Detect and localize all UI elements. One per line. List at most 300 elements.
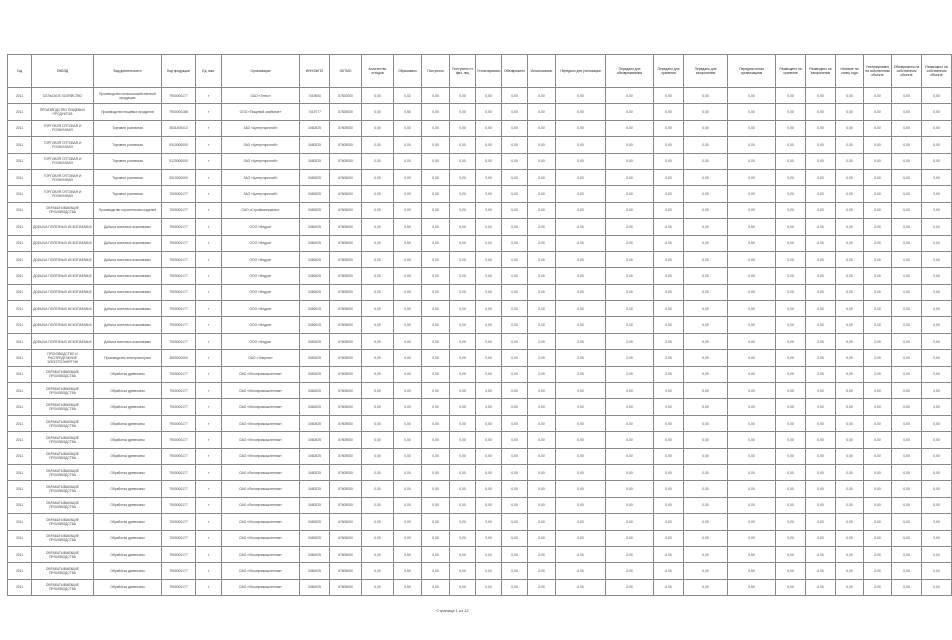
table-cell: 0,00 [476, 268, 502, 284]
table-cell: 0,00 [528, 235, 556, 251]
table-cell: 0,00 [806, 268, 836, 284]
column-header: Поступило [422, 55, 450, 88]
table-row [8, 448, 952, 464]
table-cell: 0,00 [864, 317, 892, 333]
table-cell: 2011 [8, 88, 32, 104]
table-cell: 0,00 [556, 235, 606, 251]
table-cell: т [196, 366, 222, 382]
table-cell: 2011 [8, 169, 32, 185]
table-cell: ДОБЫЧА ПОЛЕЗНЫХ ИСКОПАЕМЫХ [32, 235, 94, 251]
table-cell: 0,00 [864, 137, 892, 153]
table-cell: 3460025 [300, 497, 330, 513]
table-cell: 0,00 [476, 153, 502, 169]
table-cell: 0,50 [394, 104, 422, 120]
table-cell: 2011 [8, 268, 32, 284]
table-cell: 0,00 [728, 415, 776, 431]
table-cell: 0,00 [892, 530, 922, 546]
table-cell: 0,00 [922, 432, 952, 448]
table-cell: ОБРАБАТЫВАЮЩИЕ ПРОИЗВОДСТВА [32, 415, 94, 431]
table-cell: 0,00 [776, 481, 806, 497]
table-row [8, 432, 952, 448]
table-cell: ОБРАБАТЫВАЮЩИЕ ПРОИЗВОДСТВА [32, 448, 94, 464]
table-cell: 2011 [8, 563, 32, 579]
table-cell: 0,00 [776, 301, 806, 317]
table-cell: 0,00 [654, 432, 684, 448]
table-cell: т [196, 268, 222, 284]
table-cell: 0,00 [654, 448, 684, 464]
table-cell: ОАО «Лесопромышленник» [222, 497, 300, 513]
table-cell: 0,00 [362, 481, 394, 497]
table-cell: ОБРАБАТЫВАЮЩИЕ ПРОИЗВОДСТВА [32, 563, 94, 579]
table-cell: 0,00 [728, 169, 776, 185]
table-cell: 0,00 [422, 120, 450, 136]
table-cell: 0,00 [476, 284, 502, 300]
table-cell: 0,00 [836, 202, 864, 218]
table-cell: 0,00 [806, 366, 836, 382]
table-cell: ЗАО «Центрторгснаб» [222, 169, 300, 185]
table-cell: 0,00 [362, 284, 394, 300]
table-cell: 0,00 [776, 104, 806, 120]
table-cell: 0,00 [864, 546, 892, 562]
table-cell: 0,00 [476, 317, 502, 333]
table-cell: 0,00 [394, 219, 422, 235]
table-cell: 57605000 [330, 514, 362, 530]
table-cell: 0,00 [606, 514, 654, 530]
table-cell: 0,00 [684, 530, 728, 546]
table-cell: 0,00 [922, 481, 952, 497]
table-cell: 3460025 [300, 415, 330, 431]
table-cell: 0,00 [922, 497, 952, 513]
table-cell: 0,00 [728, 251, 776, 267]
table-cell: 0,00 [922, 268, 952, 284]
table-cell: 0,00 [684, 235, 728, 251]
table-cell: 0,00 [476, 514, 502, 530]
table-cell: 0,00 [362, 301, 394, 317]
table-cell: 0,00 [776, 333, 806, 349]
table-cell: ЗАО «Центрторгснаб» [222, 120, 300, 136]
table-cell: 0,00 [476, 219, 502, 235]
table-cell: 3460025 [300, 514, 330, 530]
table-cell: 0,00 [528, 497, 556, 513]
table-cell: ДОБЫЧА ПОЛЕЗНЫХ ИСКОПАЕМЫХ [32, 268, 94, 284]
table-cell: 3460025 [300, 399, 330, 415]
table-cell: 0,00 [806, 563, 836, 579]
table-cell: 2011 [8, 514, 32, 530]
table-cell: 2011 [8, 350, 32, 366]
table-cell: 0,00 [394, 366, 422, 382]
table-cell: 0,00 [864, 497, 892, 513]
column-header: Передано для хранения [654, 55, 684, 88]
table-cell: 0,00 [922, 415, 952, 431]
table-cell: 3460025 [300, 251, 330, 267]
table-cell: 0,00 [556, 448, 606, 464]
table-row [8, 284, 952, 300]
table-cell: 0,00 [728, 366, 776, 382]
table-cell: 0,00 [556, 350, 606, 366]
table-cell: т [196, 415, 222, 431]
table-cell: 0,00 [362, 268, 394, 284]
table-cell: 0,00 [922, 317, 952, 333]
table-cell: 0,00 [502, 514, 528, 530]
table-cell: 0,00 [502, 366, 528, 382]
table-cell: 0,00 [922, 464, 952, 480]
table-cell: 0,00 [606, 350, 654, 366]
table-cell: 0,00 [362, 514, 394, 530]
table-cell: 57605000 [330, 579, 362, 595]
table-cell: 0,00 [776, 432, 806, 448]
table-cell: 0,00 [606, 186, 654, 202]
table-cell: 0,00 [684, 137, 728, 153]
table-cell: 7900000177 [162, 383, 196, 399]
table-cell: 0,00 [556, 153, 606, 169]
table-cell: Обработка древесины [94, 579, 162, 595]
table-cell: 0,00 [422, 333, 450, 349]
table-cell: 0,00 [684, 251, 728, 267]
table-cell: 0,00 [684, 579, 728, 595]
table-cell: 0,00 [528, 120, 556, 136]
table-cell: 0,00 [864, 399, 892, 415]
table-cell: 0,00 [422, 104, 450, 120]
table-cell: 57605000 [330, 202, 362, 218]
table-cell: 0,00 [728, 497, 776, 513]
table-cell: 0,00 [502, 481, 528, 497]
table-cell: 0,00 [606, 169, 654, 185]
table-cell: 0,00 [776, 350, 806, 366]
table-cell: 0,00 [864, 104, 892, 120]
table-cell: 0,00 [922, 120, 952, 136]
column-header: Организация [222, 55, 300, 88]
table-cell: 0,00 [450, 514, 476, 530]
table-cell: 0,00 [606, 153, 654, 169]
table-cell: 0,00 [394, 317, 422, 333]
table-cell: Обработка древесины [94, 366, 162, 382]
table-cell: 0,00 [654, 497, 684, 513]
table-cell: 0,00 [836, 366, 864, 382]
table-cell: 0,00 [362, 432, 394, 448]
table-cell: Обработка древесины [94, 464, 162, 480]
table-cell: 0,00 [776, 251, 806, 267]
table-cell: 0,00 [502, 202, 528, 218]
table-cell: 0,00 [362, 219, 394, 235]
table-cell: 0,00 [836, 317, 864, 333]
table-cell: 0,00 [528, 448, 556, 464]
table-cell: 0,00 [606, 268, 654, 284]
table-cell: 0,00 [362, 235, 394, 251]
table-cell: ДОБЫЧА ПОЛЕЗНЫХ ИСКОПАЕМЫХ [32, 301, 94, 317]
table-cell: 0,00 [776, 219, 806, 235]
table-cell: 57605000 [330, 153, 362, 169]
table-cell: 0,00 [806, 137, 836, 153]
table-cell: 0,00 [606, 88, 654, 104]
table-row [8, 104, 952, 120]
table-cell: 0,00 [892, 497, 922, 513]
table-cell: 0,00 [684, 464, 728, 480]
table-cell: 0,00 [922, 333, 952, 349]
table-cell: 0,00 [684, 219, 728, 235]
table-cell: 2011 [8, 153, 32, 169]
table-cell: ОАО «Лесопромышленник» [222, 481, 300, 497]
table-cell: 7900000177 [162, 399, 196, 415]
table-cell: 0,00 [684, 497, 728, 513]
table-cell: ОАО «Тетис» [222, 88, 300, 104]
table-cell: 0,00 [362, 546, 394, 562]
table-cell: т [196, 219, 222, 235]
table-cell: 0,00 [728, 301, 776, 317]
table-cell: 0,00 [556, 464, 606, 480]
table-cell: 0,00 [776, 514, 806, 530]
table-cell: 0,00 [654, 219, 684, 235]
table-cell: 3460025 [300, 137, 330, 153]
table-cell: 0,00 [922, 284, 952, 300]
column-header: Размещено на захоронение [806, 55, 836, 88]
table-cell: 0,00 [684, 104, 728, 120]
table-cell: 0,00 [502, 448, 528, 464]
table-cell: 2011 [8, 481, 32, 497]
table-cell: 0,00 [556, 284, 606, 300]
table-cell: 0,00 [528, 399, 556, 415]
table-cell: 0,00 [422, 366, 450, 382]
table-cell: 0,00 [476, 120, 502, 136]
table-cell: 0,00 [728, 546, 776, 562]
table-cell: Обработка древесины [94, 448, 162, 464]
table-cell: 9310000000 [162, 169, 196, 185]
table-cell: 0,00 [684, 432, 728, 448]
table-cell: 0,00 [892, 219, 922, 235]
table-cell: 0,00 [728, 399, 776, 415]
table-cell: 0,00 [528, 350, 556, 366]
table-cell: Добыча полезных ископаемых [94, 317, 162, 333]
table-cell: 7900000177 [162, 546, 196, 562]
table-cell: т [196, 251, 222, 267]
table-cell: 2011 [8, 448, 32, 464]
table-cell: 0,00 [922, 186, 952, 202]
table-cell: 0,00 [362, 448, 394, 464]
table-cell: 0,00 [606, 497, 654, 513]
table-cell: 0,00 [836, 546, 864, 562]
table-cell: 0,00 [422, 219, 450, 235]
table-row [8, 186, 952, 202]
table-cell: 7419000 [300, 88, 330, 104]
table-cell: т [196, 317, 222, 333]
table-cell: 0,00 [362, 169, 394, 185]
table-cell: т [196, 235, 222, 251]
table-row [8, 301, 952, 317]
table-row [8, 251, 952, 267]
table-cell: 0,00 [776, 366, 806, 382]
table-cell: 0,00 [892, 432, 922, 448]
table-cell: 0,00 [892, 251, 922, 267]
table-cell: т [196, 546, 222, 562]
table-cell: 0,00 [654, 186, 684, 202]
table-cell: 0,00 [836, 137, 864, 153]
table-cell: 0,00 [422, 497, 450, 513]
table-cell: 7900000177 [162, 432, 196, 448]
table-cell: 0,00 [528, 579, 556, 595]
table-cell: 0,00 [394, 153, 422, 169]
table-cell: 0,00 [422, 153, 450, 169]
table-cell: 2011 [8, 579, 32, 595]
table-cell: 0,00 [606, 366, 654, 382]
table-cell: 0,00 [836, 350, 864, 366]
table-cell: 0,00 [362, 464, 394, 480]
table-cell: 0,00 [556, 301, 606, 317]
column-header: Использовано [528, 55, 556, 88]
table-cell: 0,00 [892, 546, 922, 562]
table-cell: Производство сельскохозяйственной продукции [94, 88, 162, 104]
table-cell: 0,00 [450, 137, 476, 153]
table-cell: 3460025 [300, 202, 330, 218]
table-cell: 0,00 [654, 137, 684, 153]
table-cell: 0,00 [476, 333, 502, 349]
table-cell: 0,00 [394, 563, 422, 579]
table-cell: 0,00 [654, 153, 684, 169]
table-cell: 0,00 [476, 88, 502, 104]
table-cell: ОАО «Лесопромышленник» [222, 579, 300, 595]
table-cell: ОБРАБАТЫВАЮЩИЕ ПРОИЗВОДСТВА [32, 497, 94, 513]
table-cell: 0,00 [776, 563, 806, 579]
table-cell: 0,00 [922, 563, 952, 579]
table-cell: 0,00 [394, 137, 422, 153]
table-cell: 0,00 [836, 563, 864, 579]
table-cell: 0,00 [502, 399, 528, 415]
table-cell: 3460025 [300, 235, 330, 251]
table-cell: 0,00 [422, 464, 450, 480]
table-cell: 0,00 [394, 546, 422, 562]
table-cell: 0,00 [362, 186, 394, 202]
table-cell: 0,00 [654, 169, 684, 185]
table-cell: ОАО «Лесопромышленник» [222, 383, 300, 399]
table-cell: 2011 [8, 284, 32, 300]
table-cell: 0,00 [394, 514, 422, 530]
table-cell: 0,00 [450, 464, 476, 480]
table-cell: 0,00 [502, 350, 528, 366]
table-cell: 0,00 [654, 530, 684, 546]
table-cell: 0,00 [836, 383, 864, 399]
table-cell: ЗАО «Центрторгснаб» [222, 186, 300, 202]
table-cell: ОБРАБАТЫВАЮЩИЕ ПРОИЗВОДСТВА [32, 202, 94, 218]
table-cell: 0,00 [606, 415, 654, 431]
table-cell: 0,00 [806, 350, 836, 366]
table-cell: 0,00 [776, 169, 806, 185]
table-row [8, 399, 952, 415]
table-cell: т [196, 579, 222, 595]
table-cell: 7900000177 [162, 268, 196, 284]
table-cell: 0,00 [422, 350, 450, 366]
table-cell: Обработка древесины [94, 383, 162, 399]
table-cell: 0,00 [502, 432, 528, 448]
table-cell: 0,00 [606, 399, 654, 415]
table-cell: 0,00 [654, 333, 684, 349]
table-cell: 0,00 [836, 301, 864, 317]
table-cell: т [196, 104, 222, 120]
table-cell: 3460025 [300, 579, 330, 595]
table-cell: 57605000 [330, 497, 362, 513]
table-cell: 2011 [8, 301, 32, 317]
table-cell: 0,00 [606, 530, 654, 546]
table-cell: 2011 [8, 120, 32, 136]
table-cell: 7900000177 [162, 366, 196, 382]
column-header: Передано для утилизации [556, 55, 606, 88]
table-cell: 0,00 [864, 251, 892, 267]
table-cell: 0,00 [654, 88, 684, 104]
table-cell: 0,00 [606, 563, 654, 579]
table-cell: ПРОИЗВОДСТВО И РАСПРЕДЕЛЕНИЕ ЭЛЕКТРОЭНЕРГИИ [32, 350, 94, 366]
table-cell: 7900000188 [162, 104, 196, 120]
table-cell: 0,00 [556, 202, 606, 218]
table-cell: Производство электроэнергии [94, 350, 162, 366]
table-cell: 0,00 [476, 415, 502, 431]
table-cell: 0,00 [892, 268, 922, 284]
table-cell: 3460025 [300, 481, 330, 497]
table-cell: 0,00 [684, 301, 728, 317]
table-cell: 0,00 [654, 251, 684, 267]
table-cell: 0,00 [806, 333, 836, 349]
table-cell: 0,00 [476, 448, 502, 464]
table-cell: 0,00 [394, 268, 422, 284]
column-header: Код продукции [162, 55, 196, 88]
table-cell: 0,00 [776, 153, 806, 169]
table-row [8, 579, 952, 595]
table-cell: ОАО «Энергия» [222, 350, 300, 366]
table-cell: 7900000177 [162, 415, 196, 431]
table-cell: 0,00 [450, 169, 476, 185]
table-cell: 0,00 [864, 415, 892, 431]
table-cell: 0,00 [654, 563, 684, 579]
table-cell: 0,00 [654, 301, 684, 317]
column-header: Размещено на собственном объекте [922, 55, 952, 88]
table-cell: 0,00 [450, 350, 476, 366]
table-cell: 0,00 [528, 104, 556, 120]
table-cell: 0,00 [450, 268, 476, 284]
table-cell: 0,00 [476, 137, 502, 153]
table-cell: 0,00 [606, 120, 654, 136]
table-row [8, 366, 952, 382]
table-cell: 0,00 [476, 186, 502, 202]
table-cell: Обработка древесины [94, 514, 162, 530]
table-cell: 7900000177 [162, 88, 196, 104]
column-header: Передано для захоронения [684, 55, 728, 88]
column-header: Количество отходов [362, 55, 394, 88]
table-cell: 2011 [8, 546, 32, 562]
table-cell: 0,00 [728, 514, 776, 530]
table-cell: 0,00 [422, 137, 450, 153]
table-cell: 0,00 [450, 432, 476, 448]
column-header: ИНН/ОКПО [300, 55, 330, 88]
table-cell: 0,00 [502, 530, 528, 546]
table-cell: т [196, 153, 222, 169]
table-cell: 0,00 [422, 317, 450, 333]
table-cell: Добыча полезных ископаемых [94, 235, 162, 251]
table-cell: 0,00 [502, 317, 528, 333]
table-cell: 0,00 [684, 350, 728, 366]
table-cell: 0,00 [776, 137, 806, 153]
table-cell: 57605000 [330, 350, 362, 366]
table-cell: 0,00 [728, 88, 776, 104]
table-cell: 7900000177 [162, 579, 196, 595]
table-cell: 0,00 [922, 301, 952, 317]
table-cell: 0,00 [728, 333, 776, 349]
table-cell: 0,00 [394, 497, 422, 513]
table-cell: 0,00 [450, 202, 476, 218]
table-cell: 0,00 [892, 399, 922, 415]
table-cell: 0,00 [922, 366, 952, 382]
table-cell: Обработка древесины [94, 481, 162, 497]
table-cell: 0,00 [528, 169, 556, 185]
table-cell: 0,00 [502, 169, 528, 185]
table-cell: ООО «Недра» [222, 268, 300, 284]
table-cell: ОБРАБАТЫВАЮЩИЕ ПРОИЗВОДСТВА [32, 546, 94, 562]
table-cell: 0,00 [684, 120, 728, 136]
